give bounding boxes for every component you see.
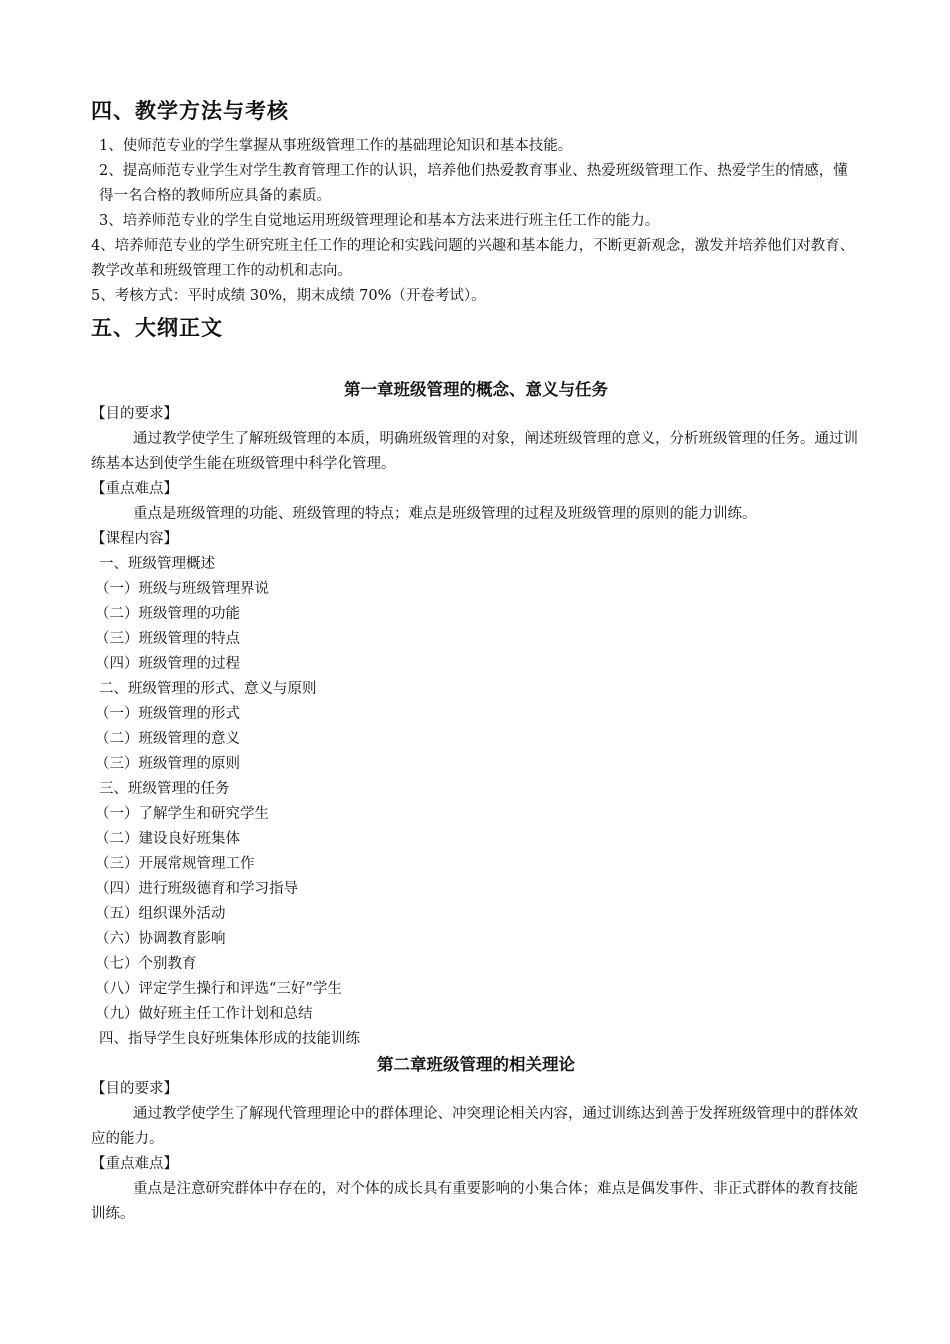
outline-item: （三）班级管理的特点	[95, 631, 240, 647]
outline-item: （九）做好班主任工作计划和总结	[95, 1006, 313, 1022]
outline-item: （二）建设良好班集体	[95, 831, 240, 847]
section-5-heading: 五、大纲正文	[91, 316, 223, 340]
chapter-1-goal-text: 通过教学使学生了解班级管理的本质，明确班级管理的对象，阐述班级管理的意义，分析班级管理的任务。通过训练基本达到使学生能在班级管理中科学化管理。	[91, 431, 859, 472]
outline-item: 四、指导学生良好班集体形成的技能训练	[99, 1031, 360, 1047]
chapter-2-title: 第二章班级管理的相关理论	[377, 1055, 575, 1074]
outline-item: （八）评定学生操行和评选“三好”学生	[95, 981, 342, 997]
outline-item: （五）组织课外活动	[95, 906, 226, 922]
section-4-item-3: 3、培养师范专业的学生自觉地运用班级管理理论和基本方法来进行班主任工作的能力。	[99, 213, 660, 229]
chapter-2-key-text: 重点是注意研究群体中存在的，对个体的成长具有重要影响的小集合体；难点是偶发事件、非正式群体的教育技能训练。	[91, 1181, 859, 1222]
section-4-item-4: 4、培养师范专业的学生研究班主任工作的理论和实践问题的兴趣和基本能力，不断更新观念，激发并培养他们对教育、教学改革和班级管理工作的动机和志向。	[91, 238, 855, 279]
section-4-heading: 四、教学方法与考核	[91, 99, 289, 123]
outline-item: （二）班级管理的功能	[95, 606, 240, 622]
outline-item: （三）班级管理的原则	[95, 756, 240, 772]
outline-item: （一）班级与班级管理界说	[95, 581, 269, 597]
chapter-1-goal-label: 【目的要求】	[91, 406, 178, 422]
chapter-1-key-label: 【重点难点】	[91, 481, 178, 497]
outline-item: （三）开展常规管理工作	[95, 856, 255, 872]
document-page	[91, 96, 861, 1227]
chapter-2-key-label: 【重点难点】	[91, 1156, 178, 1172]
section-4-item-2: 2、提高师范专业学生对学生教育管理工作的认识，培养他们热爱教育事业、热爱班级管理工作、热爱学生的情感，懂得一名合格的教师所应具备的素质。	[99, 163, 848, 204]
outline-item: （六）协调教育影响	[95, 931, 226, 947]
outline-item: （七）个别教育	[95, 956, 197, 972]
chapter-2-goal-label: 【目的要求】	[91, 1081, 178, 1097]
section-4-item-1: 1、使师范专业的学生掌握从事班级管理工作的基础理论知识和基本技能。	[99, 138, 573, 154]
outline-item: （四）班级管理的过程	[95, 656, 240, 672]
chapter-1-key-text: 重点是班级管理的功能、班级管理的特点；难点是班级管理的过程及班级管理的原则的能力训练。	[133, 506, 757, 522]
outline-item: （一）了解学生和研究学生	[95, 806, 269, 822]
outline-item: （一）班级管理的形式	[95, 706, 240, 722]
chapter-1-content-label: 【课程内容】	[91, 531, 178, 547]
outline-item: （四）进行班级德育和学习指导	[95, 881, 298, 897]
chapter-1-title: 第一章班级管理的概念、意义与任务	[344, 380, 608, 399]
outline-item: 二、班级管理的形式、意义与原则	[99, 681, 317, 697]
outline-item: 三、班级管理的任务	[99, 781, 230, 797]
section-4-item-5: 5、考核方式：平时成绩 30%，期末成绩 70%（开卷考试）。	[91, 288, 486, 304]
outline-item: （二）班级管理的意义	[95, 731, 240, 747]
chapter-2-goal-text: 通过教学使学生了解现代管理理论中的群体理论、冲突理论相关内容，通过训练达到善于发挥班级管理中的群体效应的能力。	[91, 1106, 859, 1147]
outline-item: 一、班级管理概述	[99, 556, 215, 572]
